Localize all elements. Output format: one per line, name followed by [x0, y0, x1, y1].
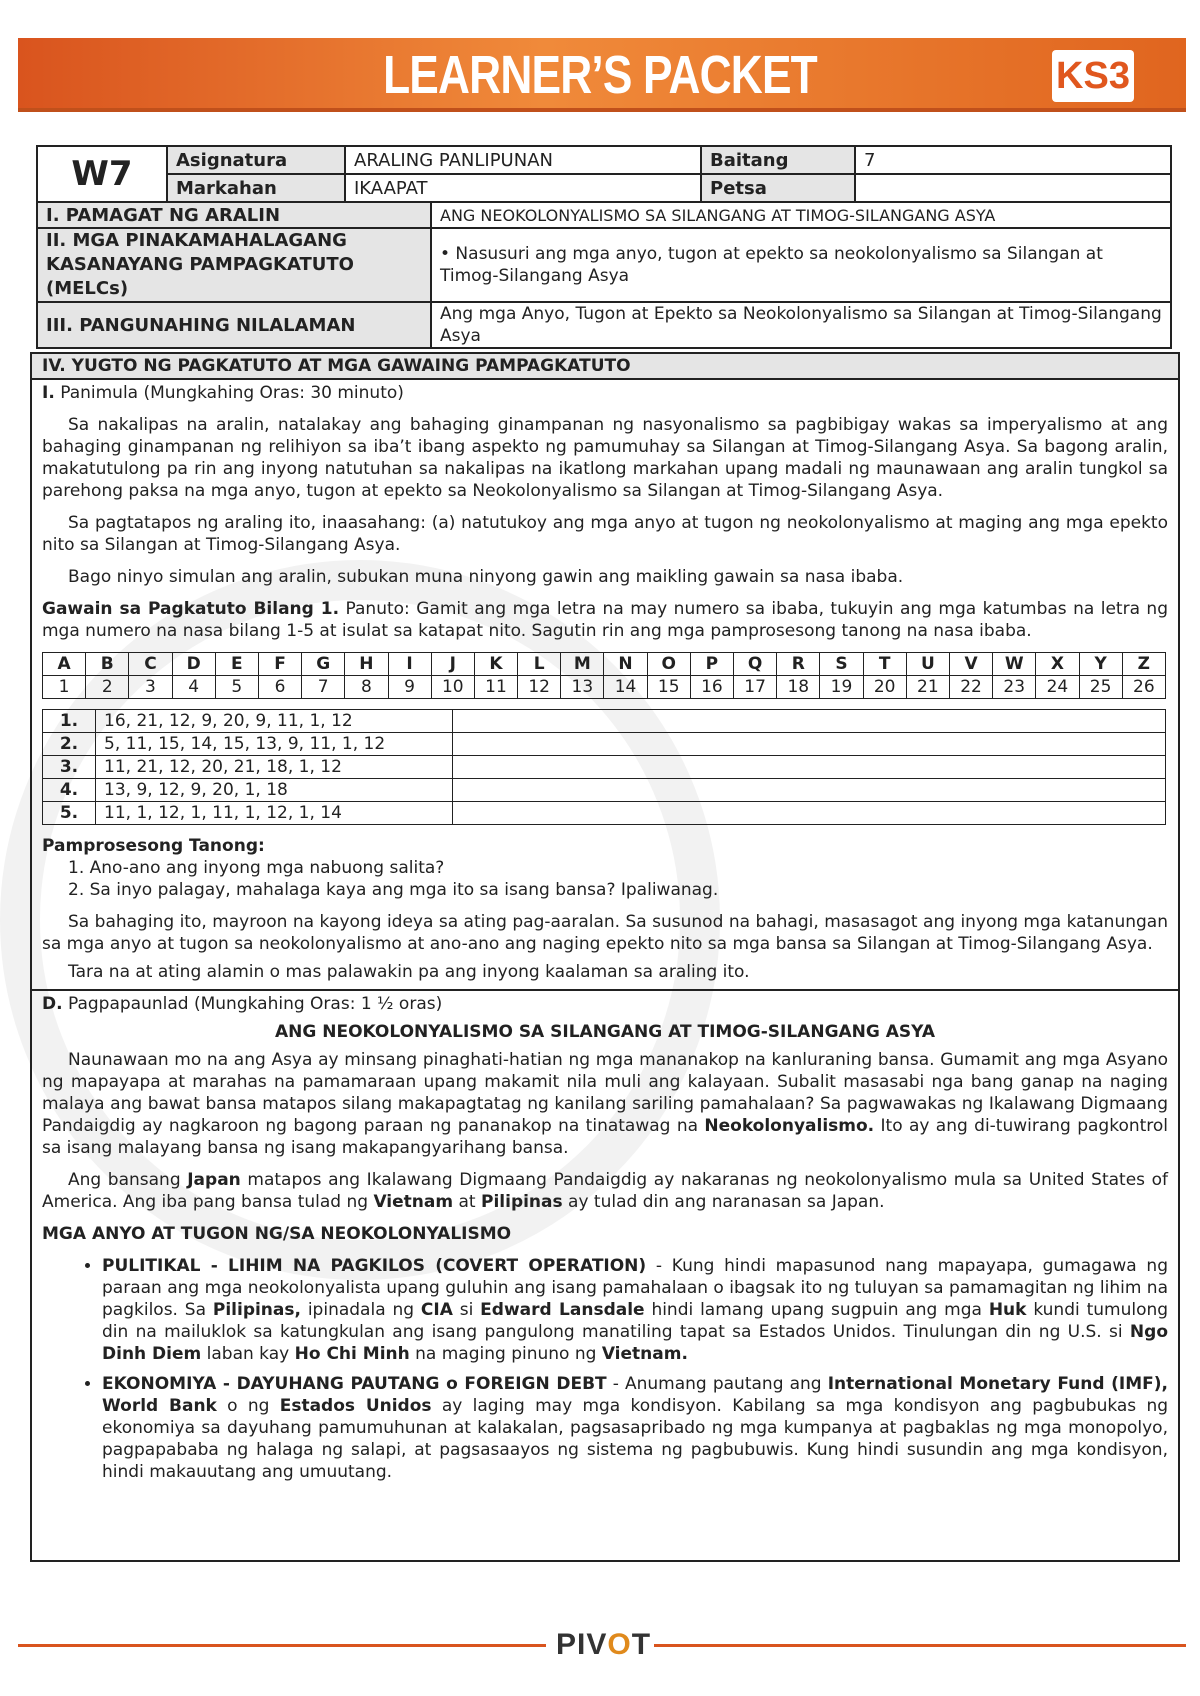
- b2-title: EKONOMIYA - DAYUHANG PAUTANG o FOREIGN DEBT: [102, 1374, 607, 1394]
- info-table: [36, 145, 1172, 203]
- answer-table: [42, 709, 1166, 825]
- number-cell: 9: [388, 676, 431, 699]
- b2-text-c: o ng: [227, 1396, 270, 1416]
- packet-title: LEARNER’S PACKET (LeaP): [383, 45, 817, 175]
- intro-paragraph-1: Sa nakalipas na aralin, natalakay ang bahaging ginampanan ng nasyonalismo sa pagbibigay wakas sa imperyalismo at ang bahaging ginampanan ng relihiyon sa iba’t ibang aspekto ng pamumuhay sa Silangan at Timog-Silangang Asya. Sa bagong aralin, makatutulong pa rin ang inyong natutuhan sa nakalipas na ikatlong markahan upang madali ng maunawaan ang aralin tungkol sa parehong paksa na mga anyo, tugon at epekto sa Neokolonyalismo sa Silangan at Timog-Silangang Asya.: [42, 415, 1168, 501]
- item-code: 5, 11, 15, 14, 15, 13, 9, 11, 1, 12: [96, 733, 453, 756]
- answer-row: [43, 710, 1166, 733]
- b1-text-m: na maging pinuno ng: [415, 1344, 597, 1364]
- item-code: 11, 21, 12, 20, 21, 18, 1, 12: [96, 756, 453, 779]
- p2-vietnam: Vietnam: [373, 1192, 454, 1212]
- letters-row: [43, 653, 1166, 676]
- pamproseso-label: Pamprosesong Tanong:: [42, 836, 265, 856]
- number-cell: 8: [345, 676, 388, 699]
- item-answer-field[interactable]: [453, 756, 1166, 779]
- gawain-paragraph: [42, 598, 1168, 642]
- number-cell: 12: [518, 676, 561, 699]
- number-cell: 20: [863, 676, 906, 699]
- panimula-label: I.: [42, 383, 55, 403]
- letter-cell: Q: [734, 653, 777, 676]
- letter-cell: Y: [1079, 653, 1122, 676]
- markahan-label: Markahan: [167, 174, 345, 202]
- p2-text-c: matapos ang Ikalawang Digmaang Pandaigdig ay nakaranas ng neokolonyalismo mula sa United States of America. Ang iba pang bansa tulad ng: [42, 1170, 1169, 1212]
- b2-text-a: - Anumang pautang ang: [612, 1374, 822, 1394]
- footer-rule-left: [18, 1644, 546, 1647]
- p2-text-g: ay tulad din ang naranasan sa Japan.: [568, 1192, 885, 1212]
- p2-text-a: Ang bansang: [68, 1170, 181, 1190]
- number-cell: 17: [734, 676, 777, 699]
- letter-cell: D: [172, 653, 215, 676]
- number-cell: 19: [820, 676, 863, 699]
- number-cell: 14: [604, 676, 647, 699]
- b1-text-i: kundi tumulong din na mailuklok sa katungkulan ang isang pangulong manatiling tapat sa Estados Unidos. Tinulungan din ng U.S. si: [102, 1300, 1169, 1342]
- gawain-label: Gawain sa Pagkatuto Bilang 1.: [42, 599, 340, 619]
- b1-diem: Ngo Dinh Diem: [102, 1322, 1168, 1364]
- letter-cell: H: [345, 653, 388, 676]
- pagpapaunlad-heading: ANG NEOKOLONYALISMO SA SILANGANG AT TIMOG-SILANGANG ASYA: [274, 1022, 936, 1042]
- intro-paragraph-4: Sa bahaging ito, mayroon na kayong ideya sa ating pag-aaralan. Sa susunod na bahagi, masasagot ang inyong mga katanungan sa mga anyo at tugon sa neokolonyalismo at ano-ano ang naging epekto nito sa mga bansa sa Silangan at Timog-Silangang Asya.: [42, 912, 1168, 954]
- b2-estados: Estados Unidos: [279, 1396, 432, 1416]
- item-answer-field[interactable]: [453, 779, 1166, 802]
- letter-cell: L: [518, 653, 561, 676]
- number-cell: 24: [1036, 676, 1079, 699]
- question-2: 2. Sa inyo palagay, mahalaga kaya ang mga ito sa isang bansa? Ipaliwanag.: [68, 880, 719, 900]
- item-number: 2.: [43, 733, 96, 756]
- petsa-label: Petsa: [701, 174, 855, 202]
- b2-text-e: ay laging may mga kondisyon. Kabilang sa mga kondisyon ang pagbubukas ng ekonomiya sa dayuhang pamumuhunan at kalakalan, pagsasapribado ng mga kumpanya at pagbaklas ng mga monopolyo, pagpapababa ng halaga ng salapi, at pagsasaayos ng sistema ng pagbubuwis. Kung hindi susundin ang mga kondisyon, hindi makauutang ang umuutang.: [102, 1396, 1169, 1482]
- number-cell: 22: [949, 676, 992, 699]
- develop-paragraph-1: [42, 1049, 1168, 1159]
- letter-cell: G: [302, 653, 345, 676]
- section-heading: IV. YUGTO NG PAGKATUTO AT MGA GAWAING PAMPAGKATUTO: [32, 354, 1178, 380]
- letter-cell: V: [949, 653, 992, 676]
- number-cell: 15: [647, 676, 690, 699]
- b1-huk: Huk: [988, 1300, 1027, 1320]
- letter-cell: C: [129, 653, 172, 676]
- markahan-value: IKAAPAT: [345, 174, 701, 202]
- number-cell: 4: [172, 676, 215, 699]
- pagpapaunlad-section: [32, 989, 1178, 1483]
- b1-cia: CIA: [420, 1300, 453, 1320]
- b1-title: PULITIKAL - LIHIM NA PAGKILOS (COVERT OPERATION): [102, 1256, 647, 1276]
- melcs-label: II. MGA PINAKAMAHALAGANG KASANAYANG PAMPAGKATUTO (MELCs): [37, 228, 431, 302]
- anyo-subheading: MGA ANYO AT TUGON NG/SA NEOKOLONYALISMO: [42, 1224, 512, 1244]
- letter-cell: R: [777, 653, 820, 676]
- b1-text-a: - Kung hindi mapasunod nang mapayapa, gumagawa ng paraan ang mga neokolonyalista upang guluhin ang isang pamahalaan o ibagsak ito ng tuluyan sa pamamagitan ng lihim na pagkilos. Sa: [102, 1256, 1169, 1320]
- number-cell: 2: [86, 676, 129, 699]
- number-cell: 11: [474, 676, 517, 699]
- asignatura-label: Asignatura: [167, 146, 345, 174]
- letter-cell: B: [86, 653, 129, 676]
- number-cell: 21: [906, 676, 949, 699]
- answer-row: [43, 733, 1166, 756]
- baitang-value: 7: [855, 146, 1171, 174]
- letter-cell: A: [43, 653, 86, 676]
- b1-text-g: hindi lamang upang sugpuin ang mga: [651, 1300, 982, 1320]
- key-stage-badge: KS3: [1052, 50, 1134, 102]
- pagpapaunlad-label: D.: [42, 994, 63, 1014]
- lesson-table: [36, 201, 1172, 349]
- p1-term: Neokolonyalismo.: [704, 1116, 875, 1136]
- pivot-logo: [556, 1628, 652, 1662]
- panimula-title: Panimula (Mungkahing Oras: 30 minuto): [60, 383, 404, 403]
- number-cell: 23: [993, 676, 1036, 699]
- baitang-label: Baitang: [701, 146, 855, 174]
- letter-cell: P: [690, 653, 733, 676]
- number-cell: 18: [777, 676, 820, 699]
- panimula-line: [42, 382, 1168, 404]
- pagpapaunlad-line: [42, 993, 1168, 1015]
- number-cell: 16: [690, 676, 733, 699]
- gawain-text: Panuto: Gamit ang mga letra na may numero sa ibaba, tukuyin ang mga katumbas na letra ng mga numero na nasa bilang 1-5 at isulat sa katapat nito. Sagutin rin ang mga pamprosesong tanong na nasa ibaba.: [42, 599, 1168, 641]
- b1-vietnam: Vietnam.: [601, 1344, 688, 1364]
- pamagat-value: ANG NEOKOLONYALISMO SA SILANGANG AT TIMOG-SILANGANG ASYA: [431, 202, 1171, 228]
- b2-imf: International Monetary Fund (IMF), World Bank: [102, 1374, 1168, 1416]
- pagpapaunlad-title: Pagpapaunlad (Mungkahing Oras: 1 ½ oras): [67, 994, 443, 1014]
- item-number: 3.: [43, 756, 96, 779]
- b1-hochiminh: Ho Chi Minh: [294, 1344, 410, 1364]
- letter-cell: T: [863, 653, 906, 676]
- p1-text-a: Naunawaan mo na ang Asya ay minsang pinaghati-hatian ng mga mananakop na kanluraning bansa. Gumamit ang mga Asyano ng mapayapa at marahas na pamamaraan upang makamit nila muli ang kalayaan. Subalit masasabi nga bang ganap na naging malaya ang bawat bansa matapos silang makapagtatag ng kanilang sariling pamahalaan? Sa pagwawakas ng Ikalawang Digmaang Pandaigdig ay nagkaroon ng bagong paraan ng pananakop na tinatawag na: [42, 1050, 1168, 1136]
- b1-text-c: ipinadala ng: [307, 1300, 415, 1320]
- logo-part-c: T: [631, 1628, 652, 1661]
- number-cell: 6: [258, 676, 301, 699]
- number-cell: 5: [215, 676, 258, 699]
- answer-row: [43, 756, 1166, 779]
- nilalaman-label: III. PANGUNAHING NILALAMAN: [37, 302, 431, 348]
- asignatura-value: ARALING PANLIPUNAN: [345, 146, 701, 174]
- p2-pilipinas: Pilipinas: [481, 1192, 563, 1212]
- letter-cell: X: [1036, 653, 1079, 676]
- intro-paragraph-5: Tara na at ating alamin o mas palawakin pa ang inyong kaalaman sa araling ito.: [68, 962, 750, 982]
- week-cell: W7: [37, 146, 167, 202]
- question-1: 1. Ano-ano ang inyong mga nabuong salita?: [68, 858, 445, 878]
- banner-underline: [18, 108, 1186, 112]
- bullet-pulitikal: [102, 1255, 1168, 1365]
- item-answer-field[interactable]: [453, 802, 1166, 825]
- letter-cell: Z: [1122, 653, 1165, 676]
- number-cell: 7: [302, 676, 345, 699]
- letter-cell: F: [258, 653, 301, 676]
- letter-cell: E: [215, 653, 258, 676]
- b1-pilipinas: Pilipinas,: [212, 1300, 301, 1320]
- letter-cell: I: [388, 653, 431, 676]
- number-cell: 3: [129, 676, 172, 699]
- letter-cell: N: [604, 653, 647, 676]
- footer-rule-right: [654, 1644, 1186, 1647]
- intro-paragraph-3: Bago ninyo simulan ang aralin, subukan muna ninyong gawin ang maikling gawain sa nasa ibaba.: [68, 567, 904, 587]
- letter-cell: W: [993, 653, 1036, 676]
- develop-paragraph-2: [42, 1169, 1168, 1213]
- item-number: 5.: [43, 802, 96, 825]
- number-cell: 13: [561, 676, 604, 699]
- item-answer-field[interactable]: [453, 710, 1166, 733]
- intro-paragraph-2: Sa pagtatapos ng araling ito, inaasahang: (a) natutukoy ang mga anyo at tugon ng neokolonyalismo at maging ang mga epekto nito sa Silangan at Timog-Silangang Asya.: [42, 513, 1168, 555]
- p2-text-e: at: [458, 1192, 476, 1212]
- b1-text-k: laban kay: [206, 1344, 290, 1364]
- item-code: 16, 21, 12, 9, 20, 9, 11, 1, 12: [96, 710, 453, 733]
- item-code: 13, 9, 12, 9, 20, 1, 18: [96, 779, 453, 802]
- bullet-ekonomiya: [102, 1373, 1168, 1483]
- answer-row: [43, 779, 1166, 802]
- letter-cell: J: [431, 653, 474, 676]
- b1-lansdale: Edward Lansdale: [480, 1300, 645, 1320]
- answer-row: [43, 802, 1166, 825]
- item-number: 1.: [43, 710, 96, 733]
- letter-cell: U: [906, 653, 949, 676]
- p1-text-c: Ito ay ang di-tuwirang pagkontrol sa isang malayang bansa ng isang makapangyarihang bansa.: [42, 1116, 1169, 1158]
- nilalaman-value: Ang mga Anyo, Tugon at Epekto sa Neokolonyalismo sa Silangan at Timog-Silangang Asya: [431, 302, 1171, 348]
- anyo-list: [32, 1255, 1178, 1483]
- learning-section: [30, 352, 1180, 1562]
- number-cell: 25: [1079, 676, 1122, 699]
- letter-code-table: [42, 652, 1166, 699]
- number-cell: 26: [1122, 676, 1165, 699]
- petsa-value: [855, 174, 1171, 202]
- p2-japan: Japan: [187, 1170, 241, 1190]
- letter-cell: K: [474, 653, 517, 676]
- numbers-row: [43, 676, 1166, 699]
- letter-cell: S: [820, 653, 863, 676]
- logo-part-a: PIV: [556, 1628, 608, 1661]
- number-cell: 10: [431, 676, 474, 699]
- letter-cell: O: [647, 653, 690, 676]
- item-answer-field[interactable]: [453, 733, 1166, 756]
- melcs-value: • Nasusuri ang mga anyo, tugon at epekto sa neokolonyalismo sa Silangan at Timog-Silangang Asya: [431, 228, 1171, 302]
- b1-text-e: si: [459, 1300, 474, 1320]
- number-cell: 1: [43, 676, 86, 699]
- letter-cell: M: [561, 653, 604, 676]
- pamagat-label: I. PAMAGAT NG ARALIN: [37, 202, 431, 228]
- item-number: 4.: [43, 779, 96, 802]
- item-code: 11, 1, 12, 1, 11, 1, 12, 1, 14: [96, 802, 453, 825]
- logo-part-b: O: [607, 1628, 632, 1661]
